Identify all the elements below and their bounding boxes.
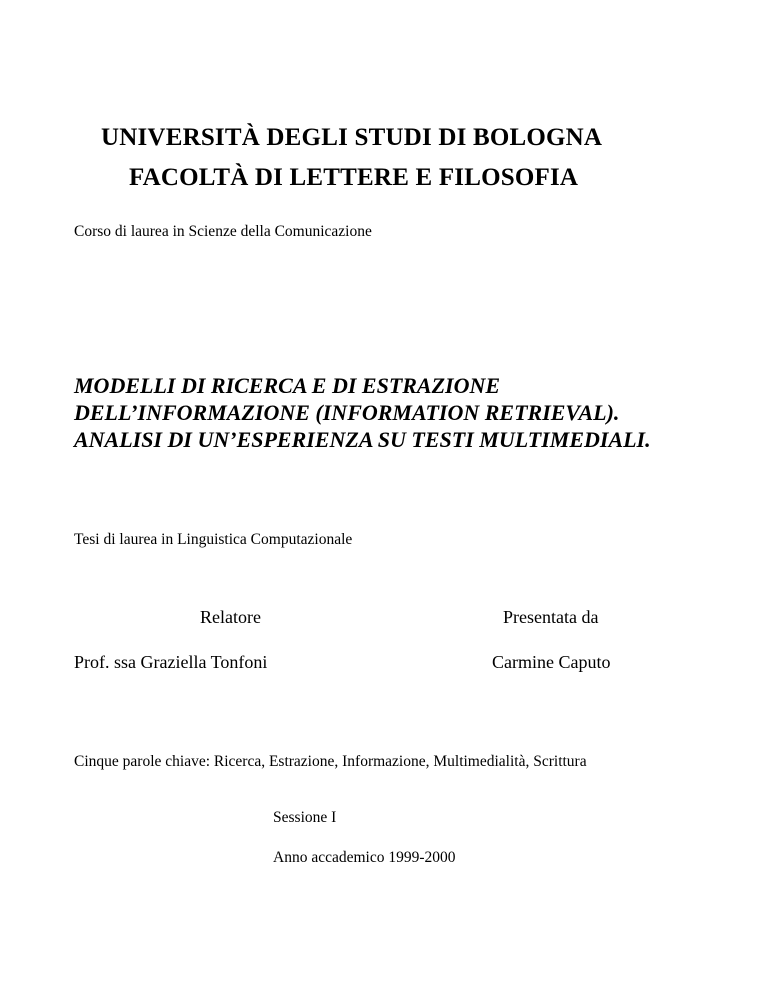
session: Sessione I <box>273 809 337 826</box>
author-label: Presentata da <box>503 607 599 627</box>
author-name: Carmine Caputo <box>492 652 611 672</box>
course-name: Corso di laurea in Scienze della Comunicazione <box>74 223 372 240</box>
university-name: UNIVERSITÀ DEGLI STUDI DI BOLOGNA <box>101 124 603 151</box>
thesis-title-line-2: DELL’INFORMAZIONE (INFORMATION RETRIEVAL). <box>74 400 620 425</box>
thesis-title-line-3: ANALISI DI UN’ESPERIENZA SU TESTI MULTIMEDIALI. <box>74 427 651 452</box>
supervisor-name: Prof. ssa Graziella Tonfoni <box>74 652 268 672</box>
keywords: Cinque parole chiave: Ricerca, Estrazione, Informazione, Multimedialità, Scrittura <box>74 753 587 770</box>
faculty-name: FACOLTÀ DI LETTERE E FILOSOFIA <box>129 164 579 191</box>
thesis-title <box>74 372 651 453</box>
academic-year: Anno accademico 1999-2000 <box>273 849 456 866</box>
thesis-subject: Tesi di laurea in Linguistica Computazionale <box>74 531 353 548</box>
thesis-title-line-1: MODELLI DI RICERCA E DI ESTRAZIONE <box>74 373 501 398</box>
supervisor-label: Relatore <box>200 607 261 627</box>
